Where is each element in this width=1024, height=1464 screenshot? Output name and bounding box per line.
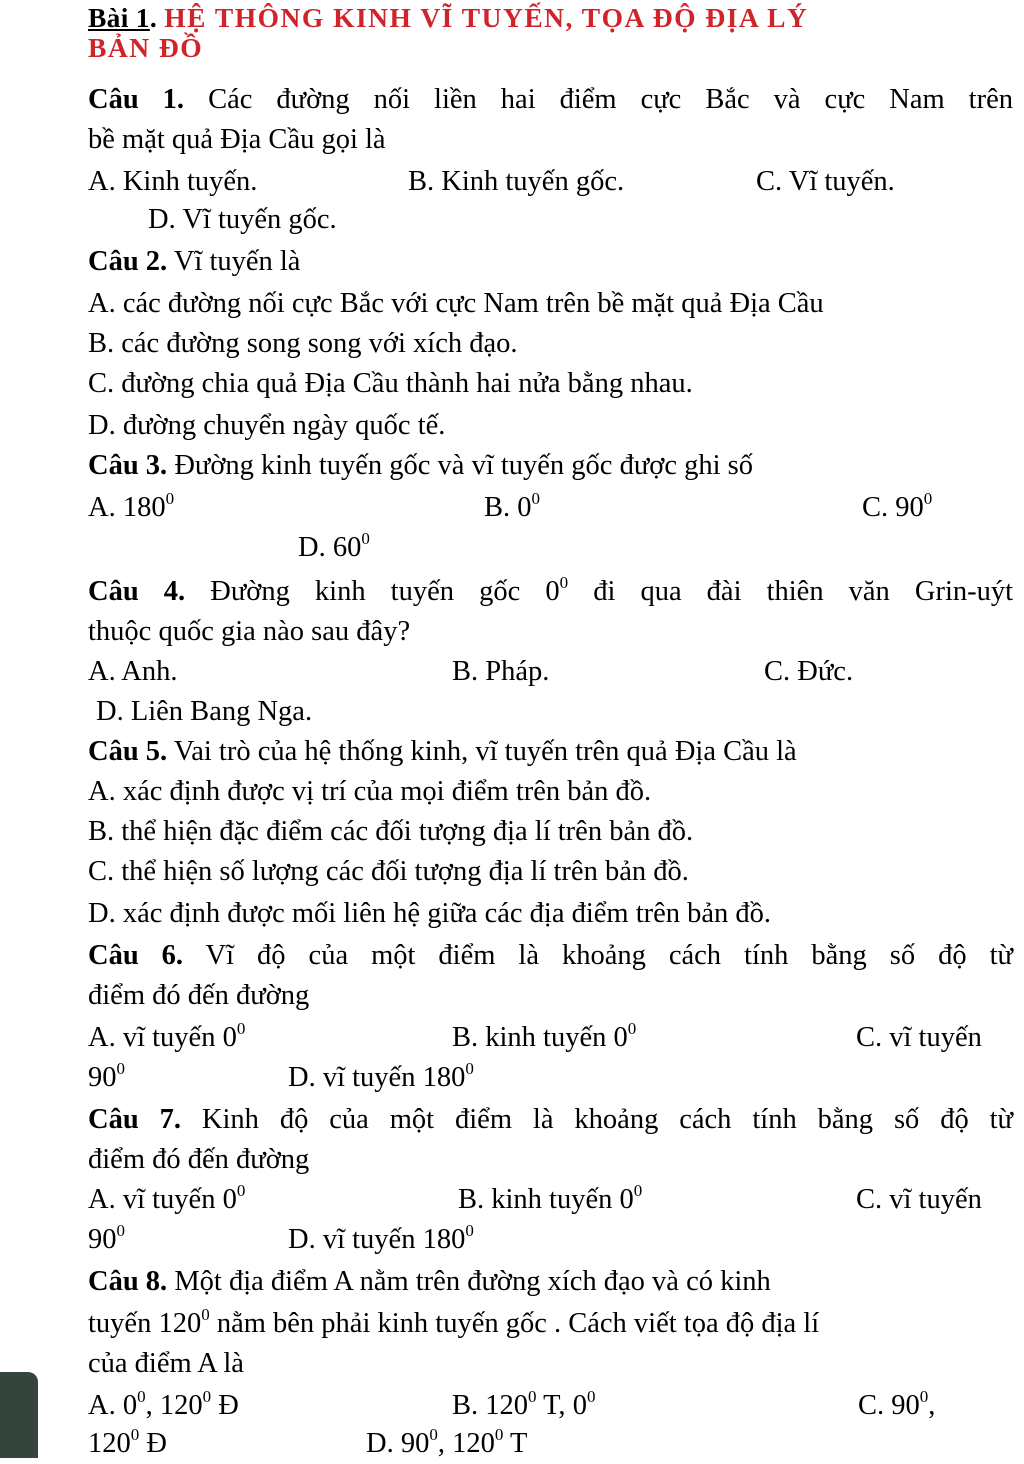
option-letter: A. bbox=[88, 1390, 116, 1421]
question-text-cont: đi qua đài thiên văn Grin-uýt bbox=[593, 576, 1014, 607]
degree-sign: 0 bbox=[531, 488, 541, 508]
question-text: Các đường nối liền hai điểm cực Bắc và cực Nam trên bbox=[208, 84, 1013, 115]
question-label: Câu 4. bbox=[88, 576, 186, 607]
question-text: Vĩ độ của một điểm là khoảng cách tính bằng số độ từ bbox=[205, 940, 1013, 971]
degree-value: 0 bbox=[122, 1390, 138, 1421]
question-text: tuyến bbox=[88, 1308, 152, 1339]
option-letter: C. bbox=[862, 492, 889, 523]
q1-option-b: B. Kinh tuyến gốc. bbox=[408, 166, 625, 197]
q7-option-c-value bbox=[88, 1220, 125, 1260]
option-letter: C. bbox=[858, 1390, 885, 1421]
degree-value: 0 bbox=[222, 1022, 237, 1053]
degree-value: 0 bbox=[517, 492, 532, 523]
option-text: B. kinh tuyến bbox=[452, 1022, 607, 1053]
q7-option-c bbox=[856, 1180, 982, 1220]
option-letter: D. bbox=[366, 1428, 394, 1459]
degree-value: 90 bbox=[400, 1428, 430, 1459]
q4-option-d: D. Liên Bang Nga. bbox=[96, 696, 313, 727]
q8-option-a bbox=[88, 1386, 239, 1426]
question-4-stem-2: thuộc quốc gia nào sau đây? bbox=[88, 616, 411, 647]
q3-option-a bbox=[88, 488, 174, 528]
degree-value: 180 bbox=[422, 1224, 466, 1255]
degree-value: 0 bbox=[572, 1390, 587, 1421]
q3-option-b bbox=[484, 488, 540, 528]
degree-value: 0 bbox=[613, 1022, 628, 1053]
option-text: C. vĩ tuyến bbox=[856, 1022, 982, 1053]
separator: , bbox=[928, 1390, 936, 1421]
q5-option-a: A. xác định được vị trí của mọi điểm trên bản đồ. bbox=[88, 776, 652, 807]
question-label: Câu 2. bbox=[88, 246, 168, 277]
separator: , bbox=[437, 1428, 445, 1459]
question-text: Đường kinh tuyến gốc bbox=[210, 576, 521, 607]
lesson-title-line-2 bbox=[88, 28, 203, 68]
question-label: Câu 6. bbox=[88, 940, 184, 971]
degree-value: 90 bbox=[88, 1062, 117, 1093]
degree-sign: 0 bbox=[627, 1018, 637, 1038]
question-label: Câu 1. bbox=[88, 84, 185, 115]
question-text-cont: nằm bên phải kinh tuyến gốc . Cách viết tọa độ địa lí bbox=[216, 1308, 820, 1339]
q2-option-b: B. các đường song song với xích đạo. bbox=[88, 328, 518, 359]
q3-option-d bbox=[298, 528, 370, 568]
degree-sign: 0 bbox=[528, 1386, 537, 1406]
question-8-stem bbox=[88, 1262, 771, 1302]
degree-sign: 0 bbox=[130, 1424, 140, 1444]
q6-option-a bbox=[88, 1018, 245, 1058]
degree-value: 90 bbox=[88, 1224, 117, 1255]
side-panel-tab[interactable] bbox=[0, 1372, 38, 1458]
degree-sign: 0 bbox=[165, 488, 175, 508]
lesson-heading: HỆ THÔNG KINH VĨ TUYẾN, TỌA ĐỘ ĐỊA LÝ bbox=[164, 2, 809, 33]
q5-option-c: C. thể hiện số lượng các đối tượng địa lí trên bản đồ. bbox=[88, 856, 689, 887]
q6-option-c-value bbox=[88, 1058, 125, 1098]
q1-option-a: A. Kinh tuyến. bbox=[88, 166, 258, 197]
degree-sign: 0 bbox=[559, 572, 569, 592]
question-2-stem bbox=[88, 242, 300, 282]
q8-option-b bbox=[452, 1386, 595, 1426]
degree-value: 180 bbox=[422, 1062, 466, 1093]
degree-value: 120 bbox=[452, 1428, 495, 1459]
q2-option-a: A. các đường nối cực Bắc với cực Nam trên bề mặt quả Địa Cầu bbox=[88, 288, 824, 319]
degree-value: 0 bbox=[545, 576, 560, 607]
question-label: Câu 8. bbox=[88, 1266, 168, 1297]
degree-sign: 0 bbox=[202, 1386, 212, 1406]
degree-sign: 0 bbox=[465, 1058, 474, 1078]
q2-option-c: C. đường chia quả Địa Cầu thành hai nửa bằng nhau. bbox=[88, 368, 693, 399]
option-text: D. vĩ tuyến bbox=[288, 1224, 416, 1255]
q5-option-d: D. xác định được mối liên hệ giữa các địa điểm trên bản đồ. bbox=[88, 898, 772, 929]
q7-option-d bbox=[288, 1220, 474, 1260]
question-1-stem-2: bề mặt quả Địa Cầu gọi là bbox=[88, 124, 386, 155]
q1-option-d: D. Vĩ tuyến gốc. bbox=[148, 204, 337, 235]
direction: T bbox=[509, 1428, 528, 1459]
degree-sign: 0 bbox=[137, 1386, 146, 1406]
direction: T, bbox=[543, 1390, 566, 1421]
question-8-stem-3: của điểm A là bbox=[88, 1348, 244, 1379]
degree-value: 60 bbox=[332, 532, 362, 563]
option-letter: B. bbox=[484, 492, 511, 523]
lesson-heading-cont: BẢN ĐỒ bbox=[88, 32, 204, 63]
q5-option-b: B. thể hiện đặc điểm các đối tượng địa lí trên bản đồ. bbox=[88, 816, 694, 847]
question-text: Một địa điểm A nằm trên đường xích đạo và có kinh bbox=[174, 1266, 771, 1297]
degree-value: 180 bbox=[122, 492, 166, 523]
degree-value: 0 bbox=[619, 1184, 634, 1215]
degree-sign: 0 bbox=[116, 1220, 125, 1240]
degree-sign: 0 bbox=[633, 1180, 643, 1200]
degree-sign: 0 bbox=[236, 1018, 246, 1038]
degree-value: 90 bbox=[891, 1390, 920, 1421]
question-text: Đường kinh tuyến gốc và vĩ tuyến gốc được ghi số bbox=[174, 450, 754, 481]
option-text: C. vĩ tuyến bbox=[856, 1184, 982, 1215]
degree-sign: 0 bbox=[919, 1386, 929, 1406]
option-letter: D. bbox=[298, 532, 326, 563]
question-text: Vai trò của hệ thống kinh, vĩ tuyến trên quả Địa Cầu là bbox=[173, 736, 797, 767]
degree-value: 90 bbox=[895, 492, 924, 523]
degree-sign: 0 bbox=[429, 1424, 438, 1444]
question-8-stem-2 bbox=[88, 1304, 819, 1344]
question-6-stem-2: điểm đó đến đường bbox=[88, 980, 310, 1011]
lesson-number: Bài 1 bbox=[88, 2, 150, 33]
question-7-stem bbox=[88, 1100, 1013, 1140]
option-text: A. vĩ tuyến bbox=[88, 1022, 216, 1053]
question-5-stem bbox=[88, 732, 797, 772]
q4-option-c: C. Đức. bbox=[764, 656, 854, 687]
q6-option-c bbox=[856, 1018, 982, 1058]
q3-option-c bbox=[862, 488, 932, 528]
q6-option-b bbox=[452, 1018, 636, 1058]
degree-sign: 0 bbox=[201, 1304, 210, 1324]
degree-value: 120 bbox=[159, 1390, 203, 1421]
question-label: Câu 3. bbox=[88, 450, 168, 481]
question-label: Câu 7. bbox=[88, 1104, 181, 1135]
question-3-stem bbox=[88, 446, 753, 486]
direction: Đ bbox=[218, 1390, 239, 1421]
degree-sign: 0 bbox=[361, 528, 370, 548]
degree-sign: 0 bbox=[586, 1386, 596, 1406]
question-text: Kinh độ của một điểm là khoảng cách tính bằng số độ từ bbox=[201, 1104, 1014, 1135]
separator: , bbox=[145, 1390, 153, 1421]
degree-value: 120 bbox=[485, 1390, 529, 1421]
question-4-stem bbox=[88, 572, 1013, 612]
q8-option-c bbox=[858, 1386, 935, 1426]
question-1-stem bbox=[88, 80, 1013, 120]
q2-option-d: D. đường chuyển ngày quốc tế. bbox=[88, 410, 446, 441]
option-text: B. kinh tuyến bbox=[458, 1184, 613, 1215]
degree-sign: 0 bbox=[494, 1424, 504, 1444]
q8-option-c-cont bbox=[88, 1424, 167, 1464]
question-text: Vĩ tuyến là bbox=[173, 246, 301, 277]
degree-sign: 0 bbox=[923, 488, 933, 508]
question-label: Câu 5. bbox=[88, 736, 168, 767]
degree-value: 120 bbox=[158, 1308, 202, 1339]
q7-option-b bbox=[458, 1180, 642, 1220]
question-6-stem bbox=[88, 936, 1013, 976]
question-7-stem-2: điểm đó đến đường bbox=[88, 1144, 310, 1175]
q7-option-a bbox=[88, 1180, 245, 1220]
option-text: D. vĩ tuyến bbox=[288, 1062, 416, 1093]
option-letter: A. bbox=[88, 492, 116, 523]
degree-sign: 0 bbox=[236, 1180, 246, 1200]
degree-sign: 0 bbox=[465, 1220, 474, 1240]
option-text: A. vĩ tuyến bbox=[88, 1184, 216, 1215]
q4-option-a: A. Anh. bbox=[88, 656, 178, 687]
option-letter: B. bbox=[452, 1390, 479, 1421]
q1-option-c: C. Vĩ tuyến. bbox=[756, 166, 895, 197]
degree-value: 0 bbox=[222, 1184, 237, 1215]
q6-option-d bbox=[288, 1058, 474, 1098]
degree-sign: 0 bbox=[116, 1058, 125, 1078]
q8-option-d bbox=[366, 1424, 527, 1464]
q4-option-b: B. Pháp. bbox=[452, 656, 550, 687]
degree-value: 120 bbox=[88, 1428, 131, 1459]
lesson-dot: . bbox=[149, 2, 158, 33]
direction: Đ bbox=[146, 1428, 167, 1459]
